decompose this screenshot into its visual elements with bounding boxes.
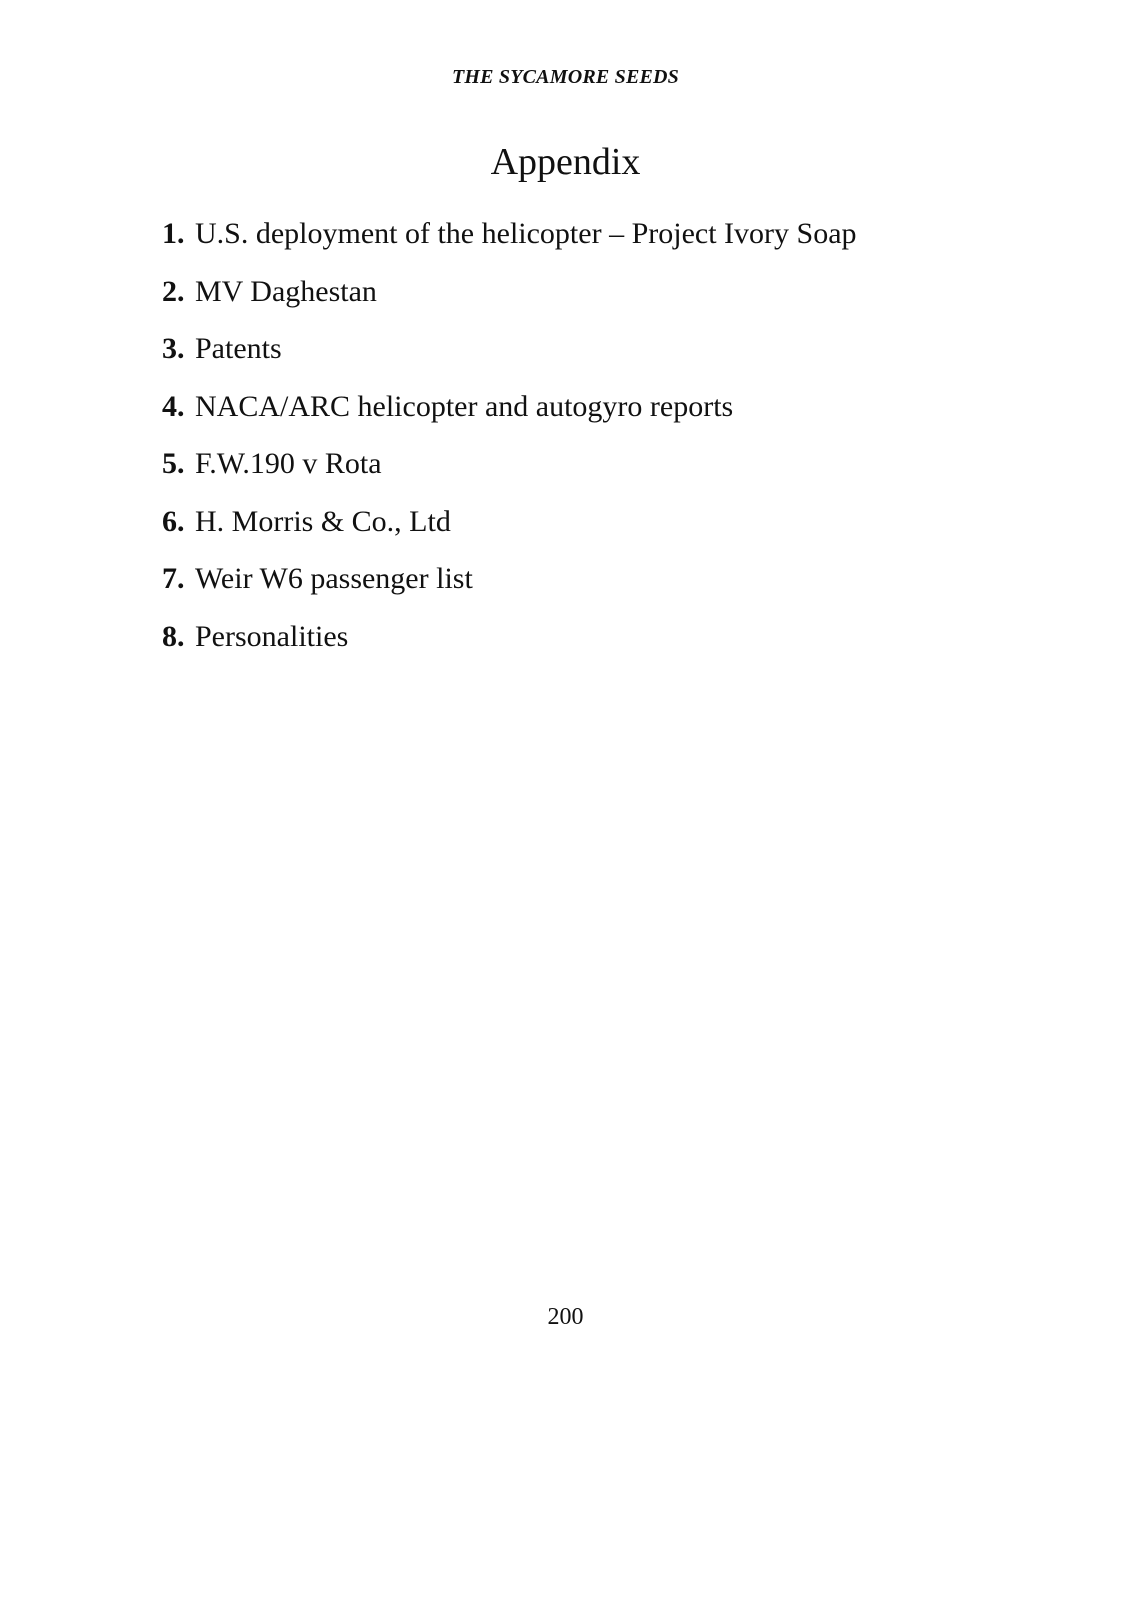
list-item: [162, 214, 857, 272]
list-item: [162, 559, 857, 617]
list-item: [162, 444, 857, 502]
item-text: NACA/ARC helicopter and autogyro reports: [195, 389, 734, 423]
appendix-list: [162, 214, 857, 674]
list-item: [162, 617, 857, 675]
list-item: [162, 502, 857, 560]
list-item: [162, 387, 857, 445]
item-number: 5.: [162, 447, 185, 480]
page-title: Appendix: [490, 141, 641, 183]
list-item: [162, 329, 857, 387]
item-number: 8.: [162, 619, 185, 653]
item-number: 2.: [162, 274, 185, 308]
item-text: Patents: [195, 332, 282, 365]
item-number: 3.: [162, 332, 185, 365]
item-number: 1.: [162, 217, 185, 250]
running-header: THE SYCAMORE SEEDS: [451, 66, 679, 88]
item-text: H. Morris & Co., Ltd: [195, 504, 451, 538]
item-number: 7.: [162, 562, 185, 595]
page-number: 200: [547, 1304, 584, 1330]
item-text: MV Daghestan: [195, 274, 377, 308]
item-text: F.W.190 v Rota: [195, 447, 382, 480]
list-item: [162, 272, 857, 330]
item-text: Personalities: [195, 619, 349, 653]
item-number: 6.: [162, 504, 185, 538]
item-number: 4.: [162, 389, 185, 423]
item-text: Weir W6 passenger list: [195, 562, 473, 595]
item-text: U.S. deployment of the helicopter – Project Ivory Soap: [195, 217, 857, 250]
